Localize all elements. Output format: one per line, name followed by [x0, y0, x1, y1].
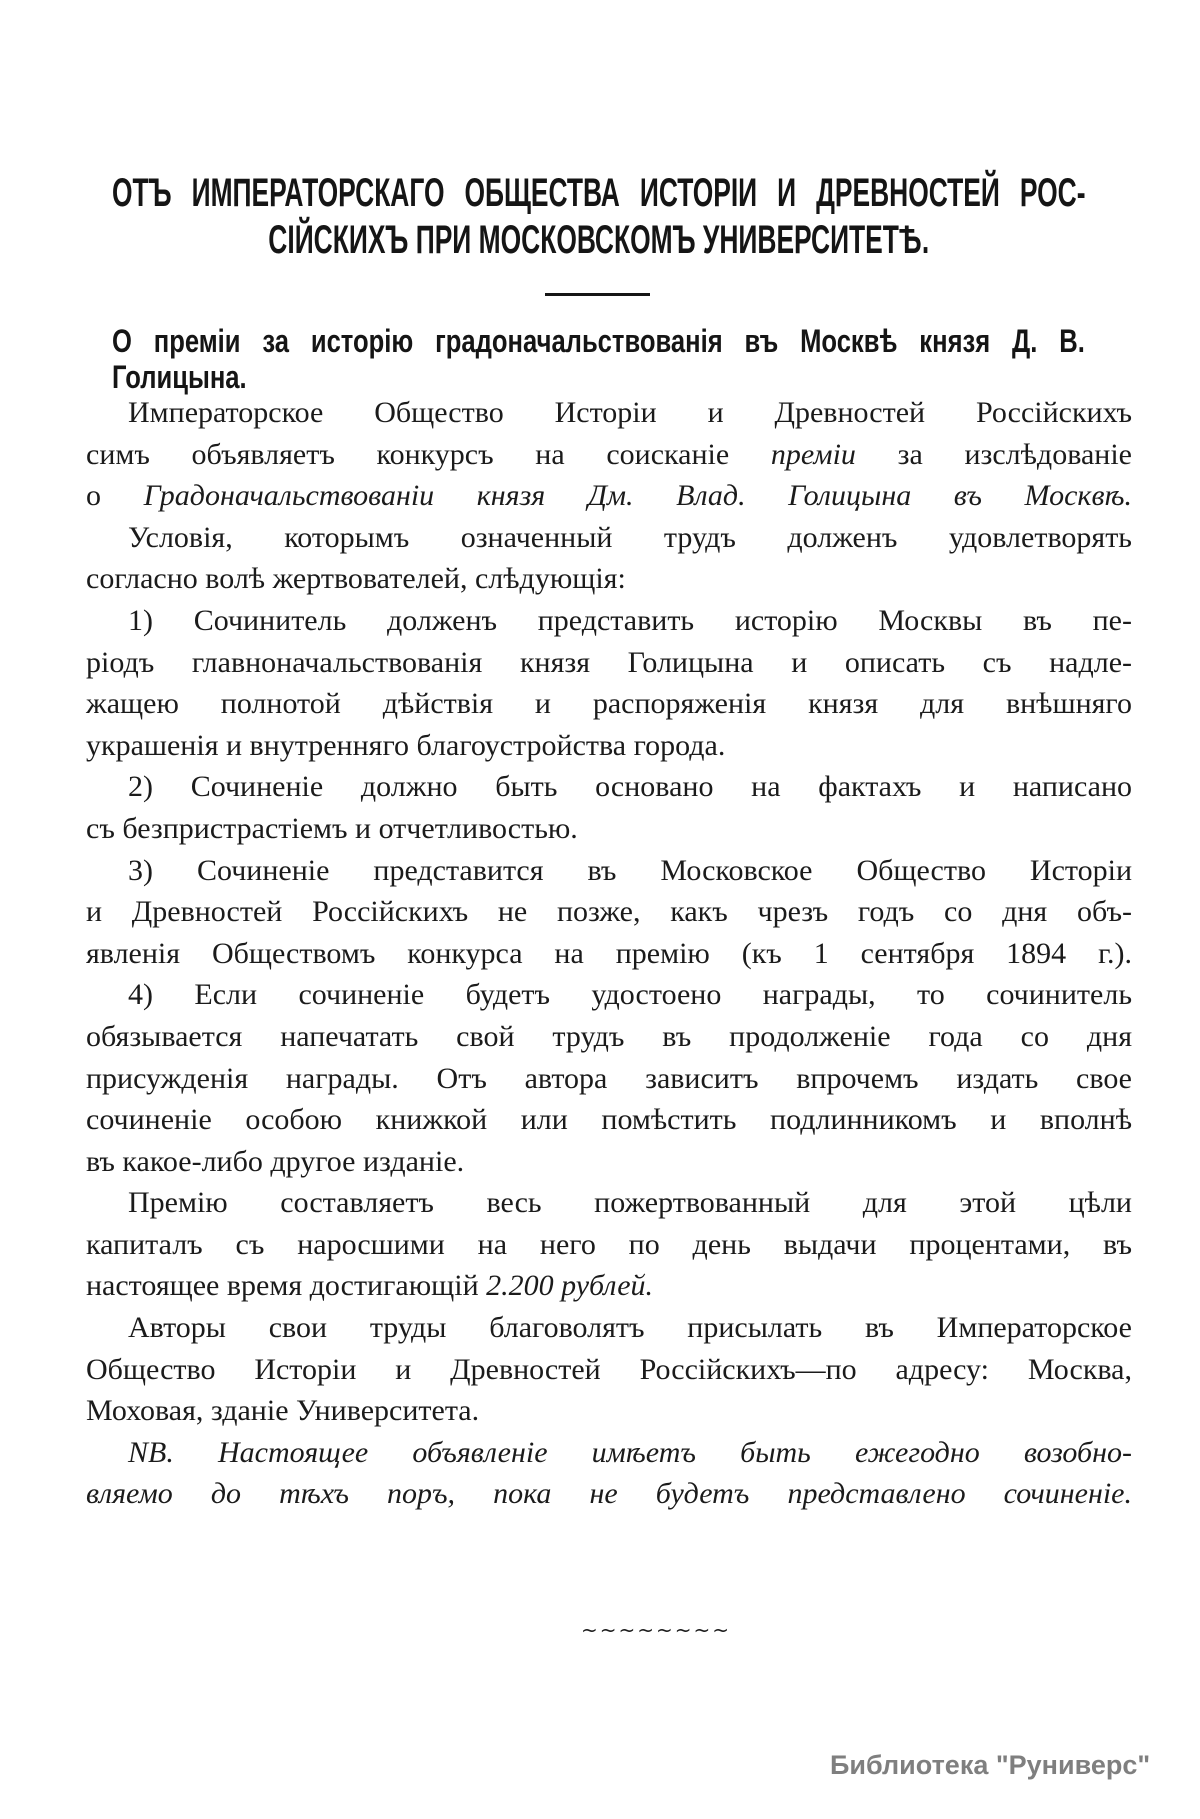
premium-emphasis: преміи: [770, 437, 856, 471]
address-paragraph-line-3: Моховая, зданіе Университета.: [86, 1394, 480, 1428]
item-1-line-2: ріодъ главноначальствованія князя Голицына и описать съ надле-: [86, 645, 1132, 679]
item-3-line-2: и Древностей Россійскихъ не позже, какъ чрезъ годъ со дня объ-: [86, 895, 1132, 929]
prize-paragraph-line-2: капиталъ съ наросшими на него по день выдачи процентами, въ: [86, 1227, 1132, 1261]
item-2-line-1: 2) Сочиненіе должно быть основано на фактахъ и написано: [128, 770, 1132, 804]
item-1-line-3: жащею полнотой дѣйствія и распоряженія князя для внѣшняго: [86, 687, 1132, 721]
prize-paragraph-line-3: [86, 1265, 1132, 1307]
library-watermark: Библиотека "Руниверс": [830, 1750, 1151, 1780]
paragraph-1-line-2: [86, 434, 1132, 476]
item-4-line-2: обязывается напечатать свой трудъ въ продолженіе года со дня: [86, 1019, 1132, 1053]
document-title: [112, 170, 1086, 264]
title-divider-rule: [545, 293, 650, 296]
paragraph-1-line-3: [86, 475, 1132, 517]
paragraph-2-line-1: Условія, которымъ означенный трудъ долженъ удовлетворять: [128, 520, 1132, 554]
topic-title-emphasis: Градоначальствованіи князя Дм. Влад. Голицына въ Москвѣ.: [143, 479, 1132, 513]
nota-bene-line-2: вляемо до тѣхъ поръ, пока не будетъ представлено сочиненіе.: [86, 1477, 1132, 1511]
decorative-flourish: ~~~~~~~~: [581, 1618, 732, 1642]
title-line-2: СІЙСКИХЪ ПРИ МОСКОВСКОМЪ УНИВЕРСИТЕТѢ.: [268, 218, 930, 262]
item-2-line-2: съ безпристрастіемъ и отчетливостью.: [86, 811, 578, 845]
prize-amount-emphasis: 2.200 рублей.: [486, 1269, 654, 1303]
text-segment: о: [86, 479, 144, 513]
item-1-line-1: 1) Сочинитель долженъ представить исторію Москвы въ пе-: [128, 603, 1132, 637]
item-4-line-4: сочиненіе особою книжкой или помѣстить подлинникомъ и вполнѣ: [86, 1103, 1132, 1137]
title-line-1: ОТЪ ИМПЕРАТОРСКАГО ОБЩЕСТВА ИСТОРІИ И ДРЕВНОСТЕЙ РОС-: [112, 171, 1086, 215]
text-segment: симъ объявляетъ конкурсъ на соисканіе: [86, 437, 771, 471]
address-paragraph-line-2: Общество Исторіи и Древностей Россійскихъ—по адресу: Москва,: [86, 1352, 1132, 1386]
prize-paragraph-line-1: Премію составляетъ весь пожертвованный для этой цѣли: [128, 1186, 1132, 1220]
item-3-line-1: 3) Сочиненіе представится въ Московское Общество Исторіи: [128, 853, 1132, 887]
text-segment: за изслѣдованіе: [855, 437, 1132, 471]
address-paragraph-line-1: Авторы свои труды благоволятъ присылать въ Императорское: [128, 1311, 1132, 1345]
document-subtitle: О преміи за исторію градоначальствованія въ Москвѣ князя Д. В. Голицына.: [112, 323, 1085, 395]
text-segment: настоящее время достигающій: [86, 1269, 487, 1303]
document-body: [86, 392, 1132, 1515]
paragraph-2-line-2: согласно волѣ жертвователей, слѣдующія:: [86, 562, 626, 596]
item-4-line-3: присужденія награды. Отъ автора зависитъ впрочемъ издать свое: [86, 1061, 1132, 1095]
item-3-line-3: явленія Обществомъ конкурса на премію (къ 1 сентября 1894 г.).: [86, 936, 1132, 970]
item-4-line-5: въ какое-либо другое изданіе.: [86, 1144, 465, 1178]
item-1-line-4: украшенія и внутренняго благоустройства города.: [86, 728, 726, 762]
paragraph-1-line-1: Императорское Общество Исторіи и Древностей Россійскихъ: [128, 396, 1132, 429]
nota-bene-line-1: NB. Настоящее объявленіе имѣетъ быть ежегодно возобно-: [128, 1435, 1132, 1469]
item-4-line-1: 4) Если сочиненіе будетъ удостоено награды, то сочинитель: [128, 978, 1132, 1012]
